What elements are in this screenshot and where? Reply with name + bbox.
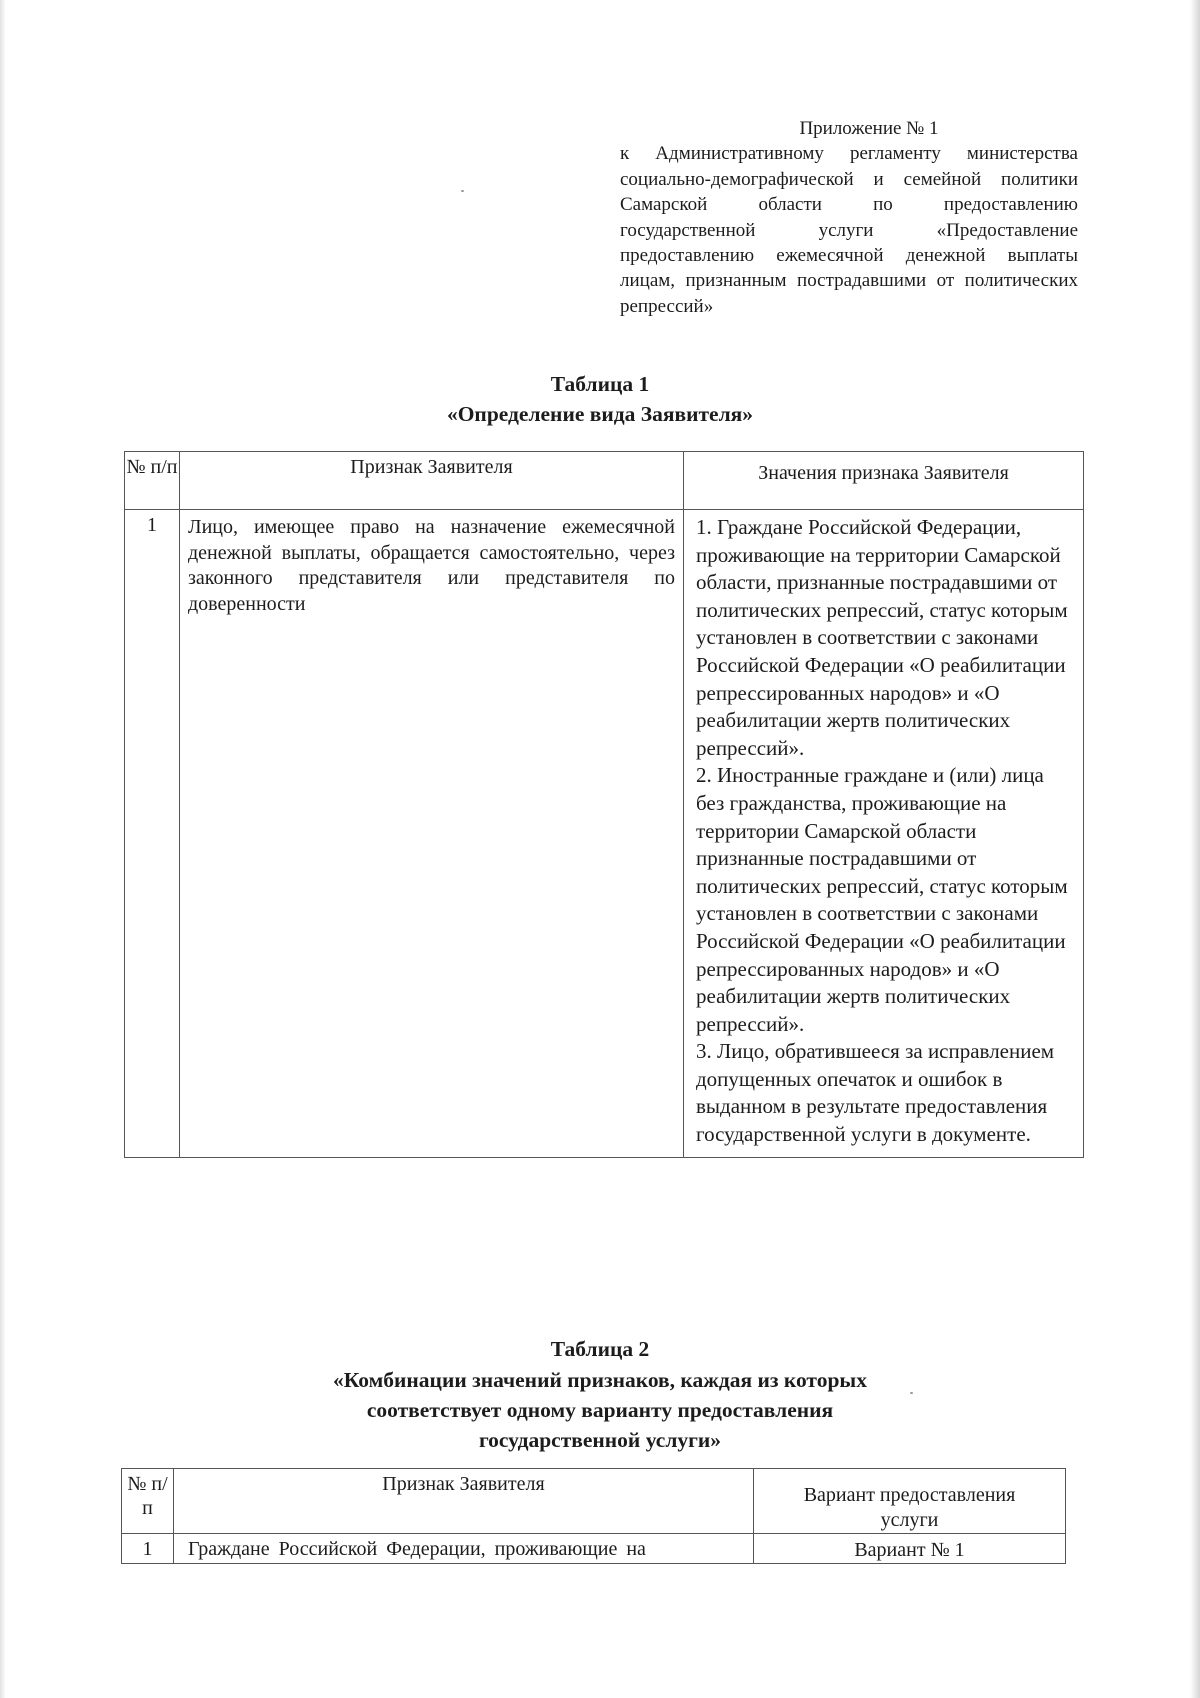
annex-block (620, 116, 1078, 319)
table2-subtitle-line3: государственной услуги» (478, 1428, 722, 1452)
applicant-type-table (124, 451, 1084, 1158)
annex-title: Приложение № 1 (799, 118, 939, 139)
row-num: 1 (125, 510, 180, 1158)
header-variant: Вариант предоставления услуги (754, 1469, 1066, 1534)
header-feature: Признак Заявителя (174, 1469, 754, 1534)
row-feature: Лицо, имеющее право на назначение ежемесячной денежной выплаты, обращается самостоятельно, через законного представителя или представителя по доверенности (180, 510, 684, 1158)
header-num: № п/п (125, 452, 180, 510)
table2-subtitle-line2: соответствует одному варианту предоставления (366, 1398, 834, 1422)
table-header-row (122, 1469, 1066, 1534)
row-variant: Вариант № 1 (754, 1534, 1066, 1564)
table-row (125, 510, 1084, 1158)
variant-combinations-table (121, 1468, 1066, 1564)
table1-subtitle: «Определение вида Заявителя» (446, 402, 754, 426)
table2-subtitle-line1: «Комбинации значений признаков, каждая из которых (333, 1368, 867, 1392)
table-row (122, 1534, 1066, 1564)
row-feature: Граждане Российской Федерации, проживающие на (174, 1534, 754, 1564)
table-header-row (125, 452, 1084, 510)
annex-body: к Административному регламенту министерства социально-демографической и семейной политики Самарской области по предоставлению государственной услуги «Предоставление предоставлению ежемесячной денежной выплаты лицам, признанным пострадавшими от политических репрессий» (620, 143, 1078, 317)
value-item: 2. Иностранные граждане и (или) лица без гражданства, проживающие на территории Самарской области признанные пострадавшими от политических репрессий, статус которым установлен в соответствии с законами Российской Федерации «О реабилитации репрессированных народов» и «О реабилитации жертв политических репрессий». (696, 763, 1068, 1036)
header-feature: Признак Заявителя (180, 452, 684, 510)
row-values (684, 510, 1084, 1158)
table2-title: Таблица 2 (550, 1337, 650, 1361)
scan-speck (461, 190, 464, 192)
row-num: 1 (122, 1534, 174, 1564)
header-num: № п/п (122, 1469, 174, 1534)
value-item: 1. Граждане Российской Федерации, проживающие на территории Самарской области, признанные пострадавшими от политических репрессий, статус которым установлен в соответствии с законами Российской Федерации «О реабилитации репрессированных народов» и «О реабилитации жертв политических репрессий». (696, 515, 1068, 760)
value-item: 3. Лицо, обратившееся за исправлением допущенных опечаток и ошибок в выданном в результате предоставления государственной услуги в документе. (696, 1039, 1055, 1147)
table1-title: Таблица 1 (550, 372, 650, 396)
header-values: Значения признака Заявителя (684, 452, 1084, 510)
